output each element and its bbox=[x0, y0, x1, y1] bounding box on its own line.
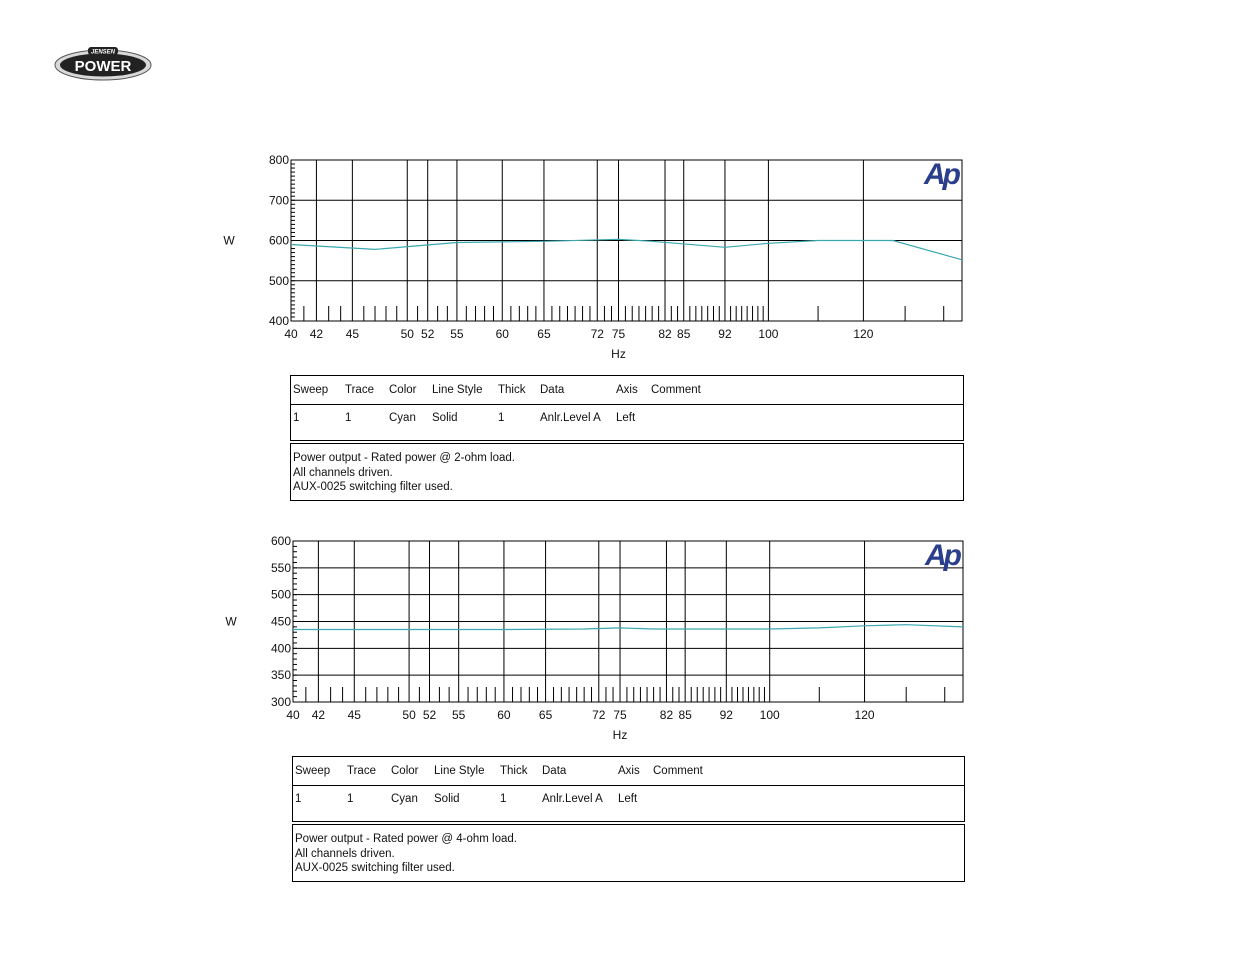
legend-header-thick: Thick bbox=[498, 384, 526, 396]
x-tick-label: 60 bbox=[497, 708, 511, 722]
y-tick-label: 450 bbox=[270, 614, 291, 629]
x-tick-label: 52 bbox=[421, 327, 435, 341]
legend-header-data: Data bbox=[542, 765, 567, 777]
legend-header-sweep: Sweep bbox=[295, 765, 331, 777]
ap-logo-1: Ap bbox=[924, 158, 958, 191]
legend-header-comment: Comment bbox=[653, 765, 703, 777]
legend-header-trace: Trace bbox=[345, 384, 374, 396]
y-axis-label: W bbox=[223, 233, 235, 248]
note-line: All channels driven. bbox=[293, 466, 393, 479]
y-tick-label: 600 bbox=[270, 534, 291, 548]
x-tick-label: 52 bbox=[422, 708, 437, 722]
x-tick-label: 45 bbox=[347, 708, 361, 722]
x-tick-label: 45 bbox=[345, 327, 360, 341]
note-line: All channels driven. bbox=[295, 847, 395, 860]
legend-value-sweep: 1 bbox=[293, 412, 300, 424]
y-tick-label: 550 bbox=[270, 560, 291, 575]
y-tick-label: 800 bbox=[268, 153, 289, 167]
legend-value-color: Cyan bbox=[389, 412, 416, 424]
legend-header-color: Color bbox=[389, 384, 417, 396]
x-tick-label: 60 bbox=[495, 327, 509, 341]
legend-value-thick: 1 bbox=[500, 793, 507, 805]
legend-header-line-style: Line Style bbox=[432, 384, 483, 396]
legend-value-line-style: Solid bbox=[432, 412, 458, 424]
legend-header-line-style: Line Style bbox=[434, 765, 485, 777]
legend-header-color: Color bbox=[391, 765, 419, 777]
x-tick-label: 85 bbox=[678, 708, 692, 722]
x-tick-label: 92 bbox=[719, 708, 733, 722]
legend-value-axis: Left bbox=[616, 412, 636, 424]
notes-box-2 bbox=[292, 824, 965, 882]
x-axis-label: Hz bbox=[612, 728, 628, 742]
note-line: AUX-0025 switching filter used. bbox=[295, 862, 455, 874]
y-tick-label: 400 bbox=[268, 314, 289, 328]
note-line: AUX-0025 switching filter used. bbox=[293, 481, 453, 493]
x-tick-label: 65 bbox=[537, 327, 551, 341]
x-tick-label: 120 bbox=[854, 708, 875, 722]
legend-header-sweep: Sweep bbox=[293, 384, 329, 396]
y-tick-label: 600 bbox=[268, 233, 289, 248]
legend-value-axis: Left bbox=[618, 793, 638, 805]
y-tick-label: 700 bbox=[268, 193, 289, 208]
x-tick-label: 100 bbox=[759, 708, 780, 722]
x-tick-label: 50 bbox=[402, 708, 416, 722]
logo-small-text: JENSEN bbox=[90, 49, 116, 56]
y-axis-label: W bbox=[225, 614, 237, 629]
y-tick-label: 300 bbox=[270, 695, 291, 709]
logo-text: POWER bbox=[74, 58, 132, 75]
legend-values-row bbox=[293, 785, 964, 813]
x-tick-label: 42 bbox=[309, 327, 324, 341]
x-tick-label: 65 bbox=[538, 708, 553, 722]
ap-logo-2: Ap bbox=[925, 539, 959, 572]
x-tick-label: 40 bbox=[284, 327, 298, 341]
legend-value-sweep: 1 bbox=[295, 793, 302, 805]
legend-header-trace: Trace bbox=[347, 765, 376, 777]
legend-header-thick: Thick bbox=[500, 765, 528, 777]
legend-header-data: Data bbox=[540, 384, 565, 396]
legend-value-data: Anlr.Level A bbox=[540, 412, 601, 424]
x-tick-label: 55 bbox=[451, 708, 466, 722]
legend-header-axis: Axis bbox=[616, 384, 638, 396]
legend-value-color: Cyan bbox=[391, 793, 418, 805]
x-tick-label: 42 bbox=[311, 708, 326, 722]
legend-header-axis: Axis bbox=[618, 765, 640, 777]
x-tick-label: 82 bbox=[659, 708, 674, 722]
x-tick-label: 85 bbox=[677, 327, 691, 341]
x-axis-label: Hz bbox=[611, 347, 626, 361]
y-tick-label: 400 bbox=[270, 641, 291, 656]
legend-value-trace: 1 bbox=[347, 793, 354, 805]
note-line: Power output - Rated power @ 2-ohm load. bbox=[293, 452, 515, 464]
y-tick-label: 500 bbox=[268, 273, 289, 288]
y-tick-label: 350 bbox=[270, 668, 291, 683]
series-line bbox=[293, 625, 963, 630]
x-tick-label: 75 bbox=[611, 327, 626, 341]
legend-value-line-style: Solid bbox=[434, 793, 460, 805]
x-tick-label: 50 bbox=[400, 327, 414, 341]
x-tick-label: 40 bbox=[286, 708, 300, 722]
legend-value-thick: 1 bbox=[498, 412, 505, 424]
legend-header-comment: Comment bbox=[651, 384, 701, 396]
x-tick-label: 72 bbox=[590, 327, 604, 341]
x-tick-label: 75 bbox=[613, 708, 627, 722]
x-tick-label: 82 bbox=[658, 327, 672, 341]
x-tick-label: 120 bbox=[853, 327, 874, 341]
legend-value-data: Anlr.Level A bbox=[542, 793, 603, 805]
note-line: Power output - Rated power @ 4-ohm load. bbox=[295, 833, 517, 845]
y-tick-label: 500 bbox=[270, 587, 291, 602]
legend-header-row bbox=[293, 757, 964, 786]
x-tick-label: 55 bbox=[450, 327, 464, 341]
legend-table-2 bbox=[292, 756, 965, 822]
x-tick-label: 92 bbox=[718, 327, 732, 341]
legend-value-trace: 1 bbox=[345, 412, 352, 424]
x-tick-label: 100 bbox=[758, 327, 779, 341]
x-tick-label: 72 bbox=[592, 708, 606, 722]
